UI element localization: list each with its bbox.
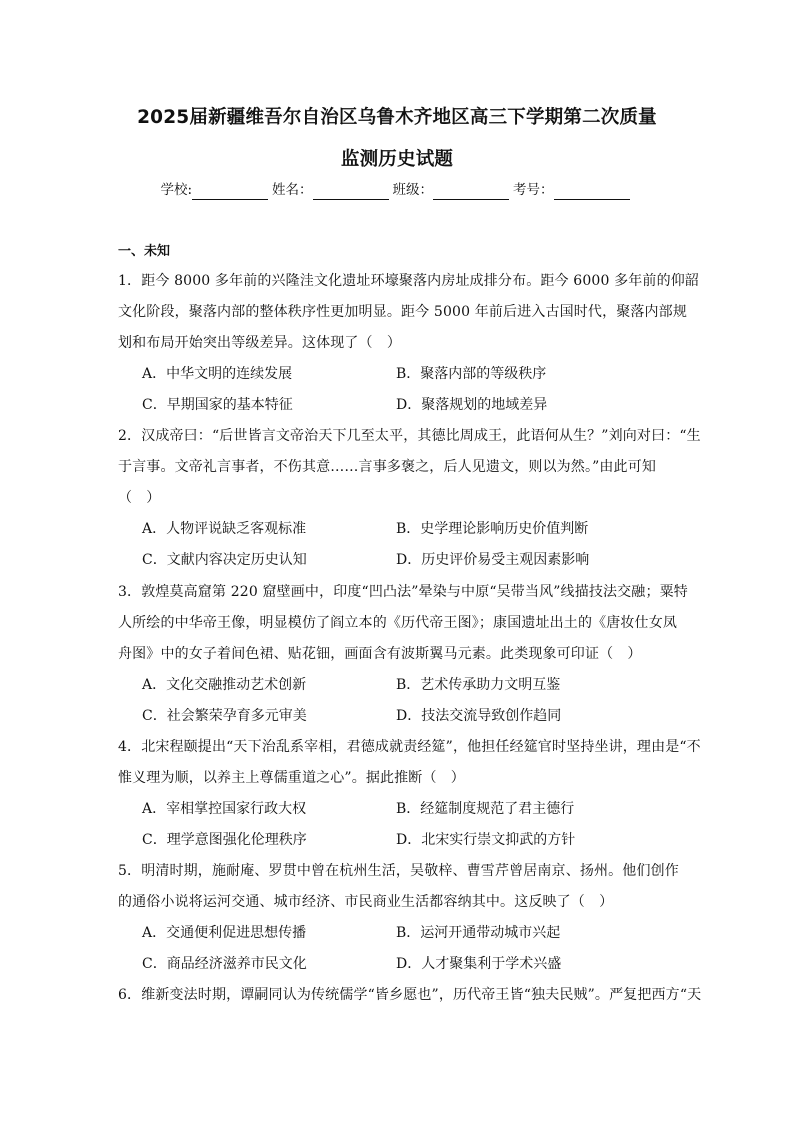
option-d[interactable]: D．北宋实行崇文抑武的方针 bbox=[396, 832, 576, 848]
class-label: 班级： bbox=[392, 182, 434, 198]
question-2 bbox=[118, 421, 701, 576]
option-a[interactable]: A．交通便利促进思想传播 bbox=[142, 925, 307, 941]
school-label: 学校: bbox=[160, 182, 193, 198]
option-b[interactable]: B．史学理论影响历史价值判断 bbox=[396, 521, 589, 537]
options-grid bbox=[118, 514, 680, 576]
school-field bbox=[160, 180, 272, 200]
question-text-line: 惟义理为顺，以养主上尊儒重道之心”。据此推断（ ） bbox=[118, 770, 465, 786]
class-field bbox=[393, 180, 514, 200]
question-text-line: 于言事。文帝礼言事者，不伤其意……言事多褒之，后人见遗文，则以为然。”由此可知 bbox=[118, 459, 657, 475]
option-c[interactable]: C．社会繁荣孕育多元审美 bbox=[142, 708, 307, 724]
question-text-line: 划和布局开始突出等级差异。这体现了（ ） bbox=[118, 335, 401, 351]
name-blank[interactable] bbox=[313, 185, 389, 200]
options-grid bbox=[118, 918, 680, 980]
question-6 bbox=[118, 980, 702, 1011]
exam-number-field bbox=[513, 180, 634, 200]
options-grid bbox=[118, 670, 680, 732]
option-c[interactable]: C．早期国家的基本特征 bbox=[142, 397, 293, 413]
option-d[interactable]: D．聚落规划的地域差异 bbox=[396, 397, 548, 413]
question-text-line: 5．明清时期，施耐庵、罗贯中曾在杭州生活，吴敬梓、曹雪芹曾居南京、扬州。他们创作 bbox=[118, 863, 679, 879]
option-b[interactable]: B．运河开通带动城市兴起 bbox=[396, 925, 561, 941]
question-text-line: 舟图》中的女子着间色裙、贴花钿，画面含有波斯翼马元素。此类现象可印证（ ） bbox=[118, 646, 642, 662]
question-text-line: 3．敦煌莫高窟第 220 窟壁画中，印度“凹凸法”晕染与中原“吴带当风”线描技法交融；粟特 bbox=[118, 584, 688, 600]
option-a[interactable]: A．人物评说缺乏客观标准 bbox=[142, 521, 307, 537]
option-d[interactable]: D．人才聚集利于学术兴盛 bbox=[396, 956, 562, 972]
question-1 bbox=[118, 266, 700, 421]
question-text-line: 2．汉成帝曰：“后世皆言文帝治天下几至太平，其德比周成王，此语何从生？”刘向对曰：“生 bbox=[118, 428, 701, 444]
option-b[interactable]: B．经筵制度规范了君主德行 bbox=[396, 801, 575, 817]
question-text-line: 文化阶段，聚落内部的整体秩序性更加明显。距今 5000 年前后进入古国时代，聚落内部规 bbox=[118, 304, 687, 320]
exam-title-line2: 监测历史试题 bbox=[340, 149, 454, 170]
option-b[interactable]: B．艺术传承助力文明互鉴 bbox=[396, 677, 561, 693]
option-a[interactable]: A．中华文明的连续发展 bbox=[142, 366, 293, 382]
option-a[interactable]: A．宰相掌控国家行政大权 bbox=[142, 801, 307, 817]
section-heading: 一、未知 bbox=[118, 244, 171, 259]
exam-title-line1: 2025届新疆维吾尔自治区乌鲁木齐地区高三下学期第二次质量 bbox=[137, 107, 657, 128]
option-c[interactable]: C．商品经济滋养市民文化 bbox=[142, 956, 307, 972]
question-4 bbox=[118, 732, 701, 856]
question-text-line: （ ） bbox=[118, 490, 161, 506]
question-text-line: 6．维新变法时期，谭嗣同认为传统儒学“皆乡愿也”，历代帝王皆“独夫民贼”。严复把西方“天 bbox=[118, 987, 702, 1003]
name-field bbox=[272, 180, 393, 200]
question-5 bbox=[118, 856, 680, 980]
question-text-line: 的通俗小说将运河交通、城市经济、市民商业生活都容纳其中。这反映了（ ） bbox=[118, 894, 614, 910]
question-text-line: 4．北宋程颐提出“天下治乱系宰相，君德成就责经筵”，他担任经筵官时坚持坐讲，理由是“不 bbox=[118, 739, 701, 755]
options-grid bbox=[118, 359, 680, 421]
option-c[interactable]: C．理学意图强化伦理秩序 bbox=[142, 832, 307, 848]
option-b[interactable]: B．聚落内部的等级秩序 bbox=[396, 366, 547, 382]
option-d[interactable]: D．历史评价易受主观因素影响 bbox=[396, 552, 590, 568]
options-grid bbox=[118, 794, 680, 856]
school-blank[interactable] bbox=[192, 185, 268, 200]
option-c[interactable]: C．文献内容决定历史认知 bbox=[142, 552, 307, 568]
exam-number-blank[interactable] bbox=[554, 185, 630, 200]
student-info-row bbox=[0, 180, 794, 200]
option-a[interactable]: A．文化交融推动艺术创新 bbox=[142, 677, 307, 693]
class-blank[interactable] bbox=[433, 185, 509, 200]
question-3 bbox=[118, 577, 688, 732]
exam-number-label: 考号： bbox=[513, 182, 554, 198]
option-d[interactable]: D．技法交流导致创作趋同 bbox=[396, 708, 562, 724]
question-text-line: 人所绘的中华帝王像，明显模仿了阎立本的《历代帝王图》；康国遗址出土的《唐妆仕女凤 bbox=[118, 615, 677, 631]
name-label: 姓名： bbox=[272, 182, 313, 198]
question-text-line: 1．距今 8000 多年前的兴隆洼文化遗址环壕聚落内房址成排分布。距今 6000 多年前的仰韶 bbox=[118, 273, 700, 289]
